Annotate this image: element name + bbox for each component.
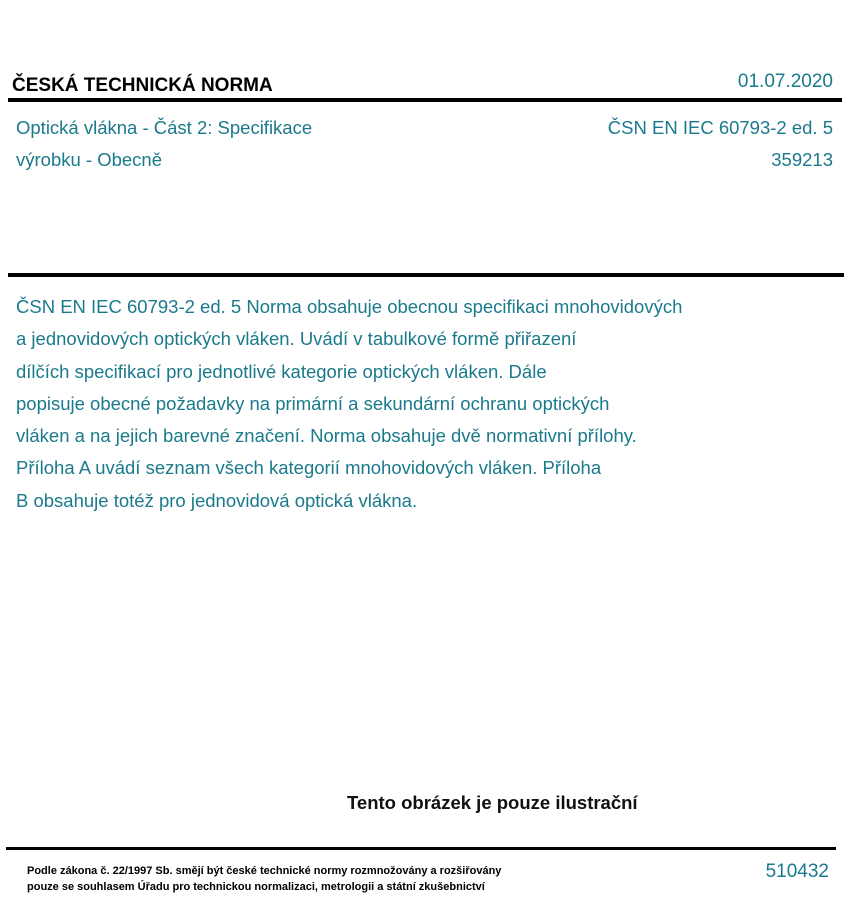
standard-title-line-2: výrobku - Obecně	[16, 149, 163, 170]
legal-notice	[27, 863, 501, 895]
legal-line: pouze se souhlasem Úřadu pro technickou normalizaci, metrologii a státní zkušebnictví	[27, 881, 485, 893]
footer-divider	[6, 847, 836, 850]
legal-line: Podle zákona č. 22/1997 Sb. smějí být české technické normy rozmnožovány a rozšiřovány	[27, 865, 502, 877]
classification-number: 359213	[771, 149, 833, 170]
abstract	[16, 291, 836, 517]
abstract-line: ČSN EN IEC 60793-2 ed. 5 Norma obsahuje obecnou specifikaci mnohovidových	[16, 296, 683, 317]
abstract-line: Příloha A uvádí seznam všech kategorií mnohovidových vláken. Příloha	[16, 457, 602, 479]
document-number: 510432	[765, 861, 829, 882]
section-divider	[8, 273, 844, 277]
document-type-title: ČESKÁ TECHNICKÁ NORMA	[12, 75, 273, 96]
header-divider	[8, 98, 842, 102]
abstract-line: dílčích specifikací pro jednotlivé kategorie optických vláken. Dále	[16, 360, 547, 382]
abstract-line: a jednovidových optických vláken. Uvádí v tabulkové formě přiřazení	[16, 328, 577, 350]
abstract-line: B obsahuje totéž pro jednovidová optická vlákna.	[16, 489, 418, 511]
illustration-note: Tento obrázek je pouze ilustrační	[347, 792, 638, 813]
issue-date: 01.07.2020	[737, 71, 833, 92]
standard-title-line-1: Optická vlákna - Část 2: Specifikace	[16, 117, 313, 138]
abstract-line: popisuje obecné požadavky na primární a sekundární ochranu optických	[16, 392, 610, 414]
standard-code: ČSN EN IEC 60793-2 ed. 5	[607, 117, 833, 138]
abstract-line: vláken a na jejich barevné značení. Norma obsahuje dvě normativní přílohy.	[16, 425, 637, 447]
